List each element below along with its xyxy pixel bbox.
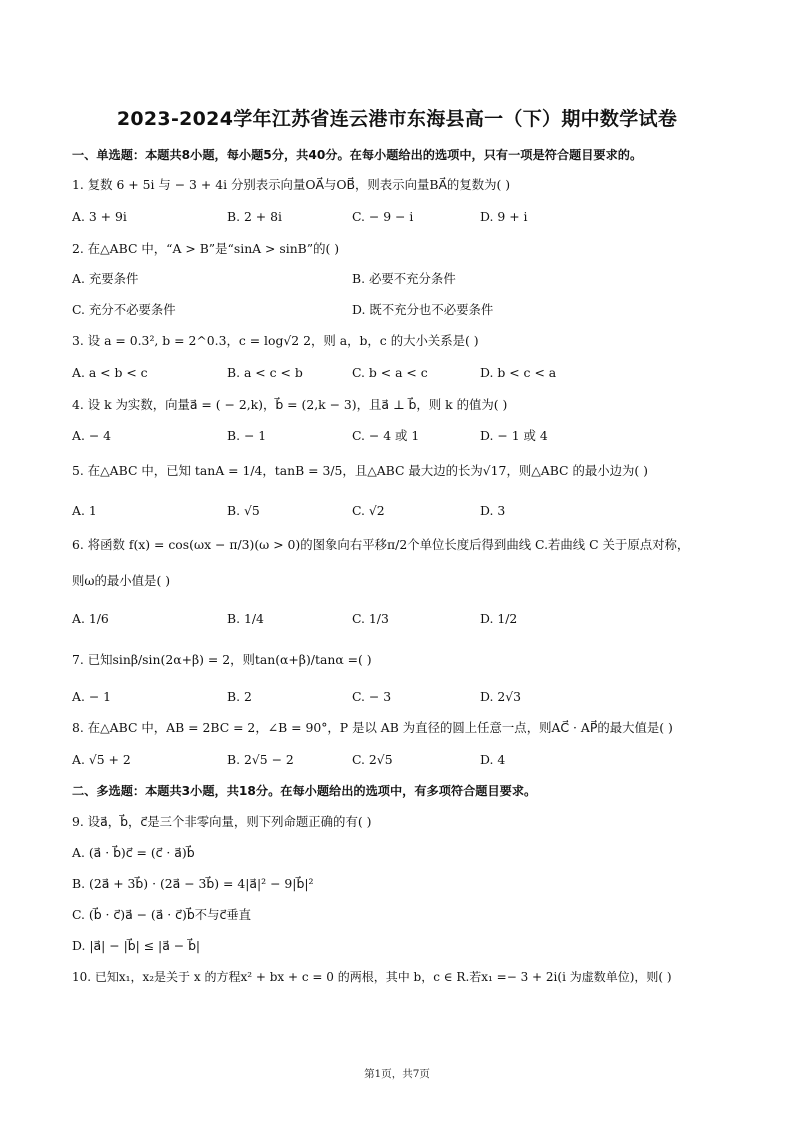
- question-9-option-c: C. (b⃗ · c⃗)a⃗ − (a⃗ · c⃗)b⃗不与c⃗垂直: [72, 907, 252, 922]
- question-8-stem: 8. 在△ABC 中，AB = 2BC = 2，∠B = 90°，P 是以 AB 为直径的圆上任意一点，则AC⃗ · AP⃗的最大值是( ): [72, 720, 673, 735]
- question-4-option-b: B. − 1: [227, 428, 267, 443]
- question-2-option-d: D. 既不充分也不必要条件: [352, 302, 494, 317]
- question-8-option-c: C. 2√5: [352, 752, 393, 767]
- question-3-option-d: D. b < c < a: [480, 365, 557, 380]
- question-2-options-row2: [72, 301, 732, 321]
- question-2-option-b: B. 必要不充分条件: [352, 271, 456, 286]
- question-9-stem: 9. 设a⃗，b⃗，c⃗是三个非零向量，则下列命题正确的有( ): [72, 814, 372, 829]
- question-5-option-d: D. 3: [480, 503, 506, 518]
- question-7-option-d: D. 2√3: [480, 689, 522, 704]
- question-6-options: [72, 610, 732, 630]
- question-6-stem-continued: 则ω的最小值是( ): [72, 573, 171, 588]
- question-3-options: [72, 364, 732, 384]
- question-4-options: [72, 427, 732, 447]
- question-1-stem: 1. 复数 6 + 5i 与 − 3 + 4i 分别表示向量OA⃗与OB⃗，则表示向量BA⃗的复数为( ): [72, 177, 511, 192]
- question-2-options-row1: [72, 270, 732, 290]
- question-1-option-a: A. 3 + 9i: [72, 209, 127, 224]
- question-7-options: [72, 688, 732, 708]
- question-2-option-c: C. 充分不必要条件: [72, 302, 176, 317]
- question-5-options: [72, 502, 732, 522]
- question-6-option-a: A. 1/6: [72, 611, 109, 626]
- question-1-option-d: D. 9 + i: [480, 209, 528, 224]
- question-5-stem: 5. 在△ABC 中，已知 tanA = 1/4，tanB = 3/5，且△ABC 最大边的长为√17，则△ABC 的最小边为( ): [72, 463, 649, 478]
- question-10-stem: 10. 已知x₁，x₂是关于 x 的方程x² + bx + c = 0 的两根，其中 b，c ∈ R.若x₁ =− 3 + 2i(i 为虚数单位)，则( ): [72, 970, 672, 984]
- page-title: 2023-2024学年江苏省连云港市东海县高一（下）期中数学试卷: [116, 108, 678, 130]
- question-5-option-c: C. √2: [352, 503, 385, 518]
- question-6-option-d: D. 1/2: [480, 611, 518, 626]
- question-9-option-a: A. (a⃗ · b⃗)c⃗ = (c⃗ · a⃗)b⃗: [72, 845, 195, 860]
- question-8-options: [72, 751, 732, 771]
- question-5-option-b: B. √5: [227, 503, 260, 518]
- question-6-stem: 6. 将函数 f(x) = cos(ωx − π/3)(ω > 0)的图象向右平移π/2个单位长度后得到曲线 C.若曲线 C 关于原点对称，: [72, 537, 690, 552]
- question-7-option-b: B. 2: [227, 689, 252, 704]
- question-8-option-b: B. 2√5 − 2: [227, 752, 294, 767]
- question-8-option-a: A. √5 + 2: [72, 752, 131, 767]
- question-4-option-c: C. − 4 或 1: [352, 428, 420, 443]
- question-4-option-a: A. − 4: [72, 428, 112, 443]
- question-2-option-a: A. 充要条件: [72, 271, 139, 286]
- question-5-option-a: A. 1: [72, 503, 97, 518]
- question-4-option-d: D. − 1 或 4: [480, 428, 548, 443]
- question-7-stem: 7. 已知sinβ/sin(2α+β) = 2，则tan(α+β)/tanα =( ): [72, 652, 372, 667]
- question-3-option-a: A. a < b < c: [72, 365, 148, 380]
- page-footer: 第1页，共7页: [364, 1068, 430, 1080]
- question-2-stem: 2. 在△ABC 中，“A > B”是“sinA > sinB”的( ): [72, 241, 340, 256]
- question-3-option-b: B. a < c < b: [227, 365, 303, 380]
- question-9-option-d: D. |a⃗| − |b⃗| ≤ |a⃗ − b⃗|: [72, 938, 201, 953]
- question-6-option-b: B. 1/4: [227, 611, 264, 626]
- question-8-option-d: D. 4: [480, 752, 506, 767]
- question-1-options: [72, 208, 732, 228]
- question-3-option-c: C. b < a < c: [352, 365, 428, 380]
- question-1-option-b: B. 2 + 8i: [227, 209, 282, 224]
- section-multiple-choice-heading: 二、多选题：本题共3小题，共18分。在每小题给出的选项中，有多项符合题目要求。: [72, 784, 537, 798]
- question-3-stem: 3. 设 a = 0.3², b = 2^0.3，c = log√2 2，则 a，b，c 的大小关系是( ): [72, 333, 479, 348]
- question-4-stem: 4. 设 k 为实数，向量a⃗ = ( − 2,k)，b⃗ = (2,k − 3)，且a⃗ ⊥ b⃗，则 k 的值为( ): [72, 397, 508, 412]
- question-1-option-c: C. − 9 − i: [352, 209, 414, 224]
- question-7-option-c: C. − 3: [352, 689, 392, 704]
- section-single-choice-heading: 一、单选题：本题共8小题，每小题5分，共40分。在每小题给出的选项中，只有一项是符合题目要求的。: [72, 148, 643, 162]
- question-7-option-a: A. − 1: [72, 689, 112, 704]
- question-9-option-b: B. (2a⃗ + 3b⃗) · (2a⃗ − 3b⃗) = 4|a⃗|² − 9|b⃗|²: [72, 876, 314, 891]
- question-6-option-c: C. 1/3: [352, 611, 389, 626]
